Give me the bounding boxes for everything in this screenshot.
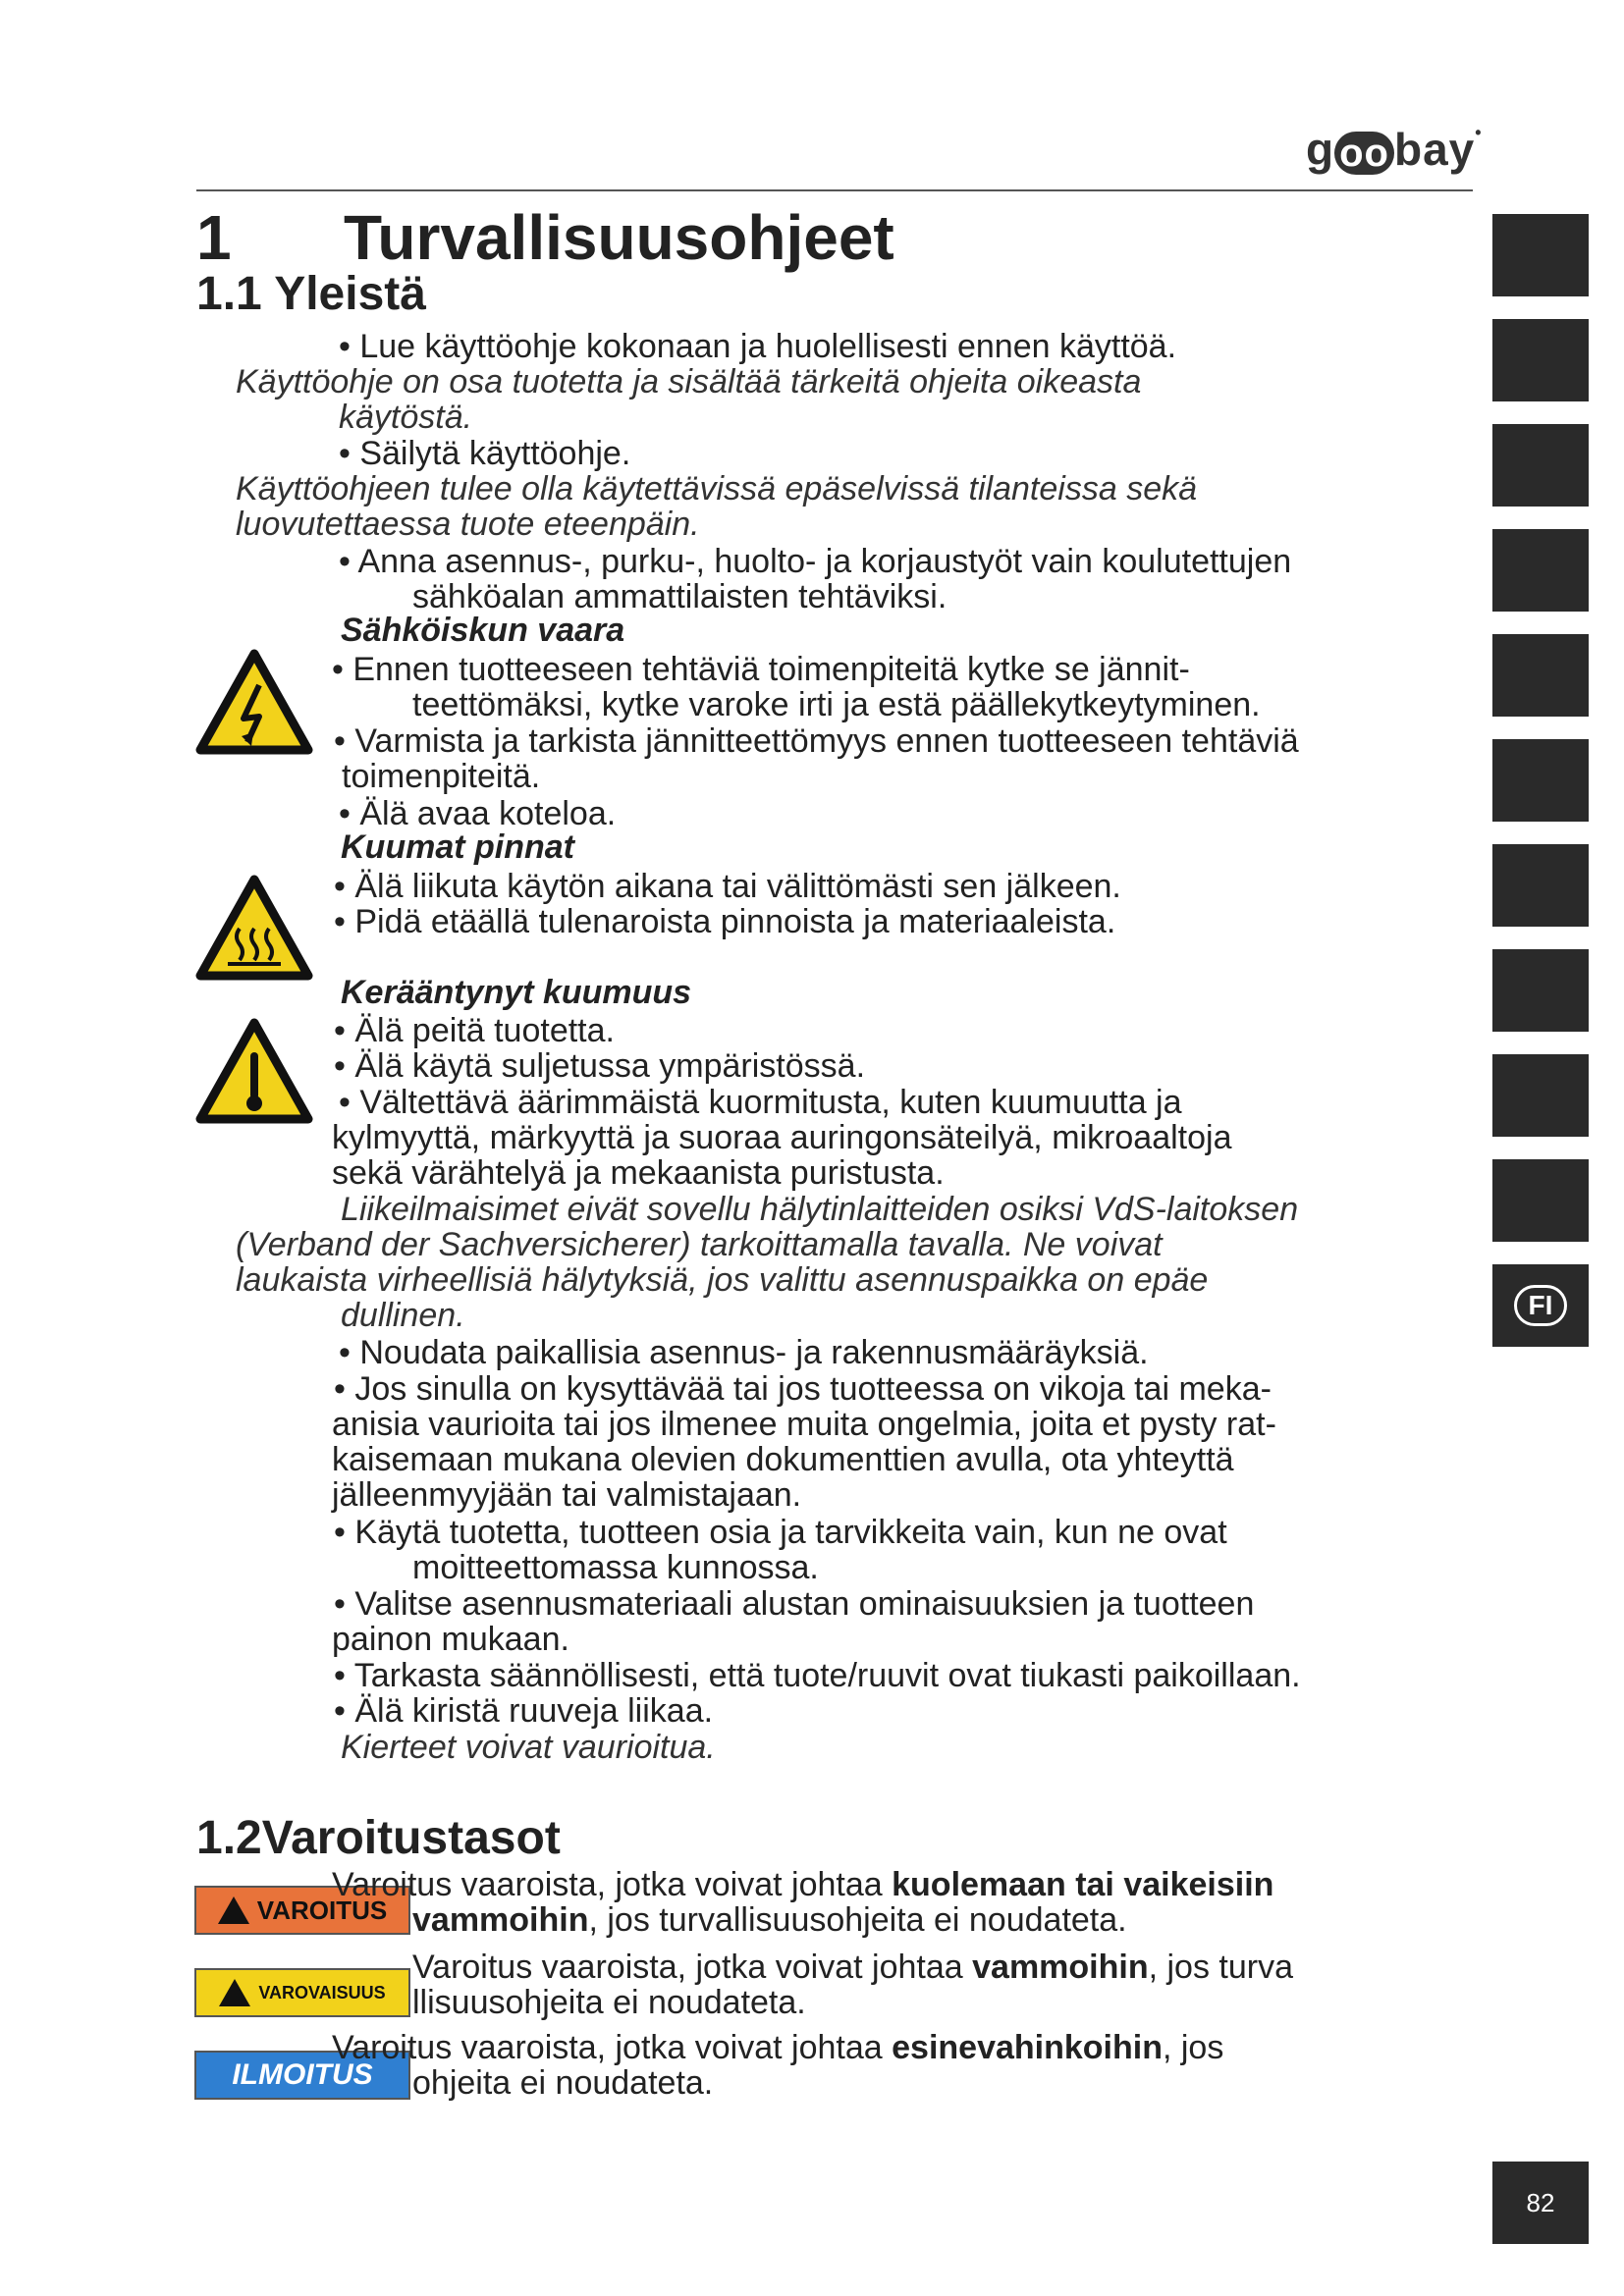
language-fi-label: FI: [1514, 1285, 1568, 1326]
text-line: Käyttöohjeen tulee olla käytettävissä epäselvissä tilanteissa sekä: [236, 470, 1198, 507]
text-line: • Älä peitä tuotetta.: [334, 1012, 615, 1049]
text-line: sähköalan ammattilaisten tehtäviksi.: [412, 578, 947, 615]
language-tab[interactable]: [1492, 739, 1589, 822]
header-rule: [196, 189, 1473, 191]
text-line: sekä värähtelyä ja mekaanista puristusta.: [332, 1154, 945, 1192]
heat-buildup-warning-icon: [194, 1017, 314, 1125]
text-line: laukaista virheellisiä hälytyksiä, jos valittu asennuspaikka on epäe: [236, 1261, 1209, 1299]
text-line: • Älä käytä suljetussa ympäristössä.: [334, 1047, 866, 1085]
badge-varovaisuus: [194, 1968, 410, 2017]
text-line: • Lue käyttöohje kokonaan ja huolellisesti ennen käyttöä.: [339, 328, 1177, 365]
text-span: , jos turva: [1148, 1949, 1293, 1986]
section-title-general: 1.1 Yleistä: [196, 268, 426, 320]
text-span: ohjeita ei noudateta.: [412, 2064, 714, 2102]
warning-level-line: [332, 1867, 1273, 1902]
text-line: anisia vaurioita tai jos ilmenee muita ongelmia, joita et pysty rat-: [332, 1406, 1276, 1443]
subheading-hot-surfaces: Kuumat pinnat: [341, 828, 574, 866]
language-tab[interactable]: [1492, 1159, 1589, 1242]
badge-label: ILMOITUS: [232, 2058, 373, 2091]
language-tab[interactable]: [1492, 214, 1589, 296]
text-line: Kierteet voivat vaurioitua.: [341, 1729, 716, 1766]
page-number: 82: [1492, 2162, 1589, 2244]
text-span: Varoitus vaaroista, jotka voivat johtaa: [332, 2029, 893, 2066]
text-span: Varoitus vaaroista, jotka voivat johtaa: [332, 1866, 893, 1903]
text-line: moitteettomassa kunnossa.: [412, 1549, 819, 1586]
warning-level-line: [412, 1949, 1293, 1985]
language-tab[interactable]: [1492, 634, 1589, 717]
text-line: luovutettaessa tuote eteenpäin.: [236, 506, 700, 543]
text-line: • Säilytä käyttöohje.: [339, 435, 631, 472]
text-line: teettömäksi, kytke varoke irti ja estä päällekytkeytyminen.: [412, 686, 1261, 723]
electric-shock-warning-icon: [194, 648, 314, 756]
text-line: Käyttöohje on osa tuotetta ja sisältää tärkeitä ohjeita oikeasta: [236, 363, 1142, 400]
text-line: • Käytä tuotetta, tuotteen osia ja tarvikkeita vain, kun ne ovat: [334, 1514, 1227, 1551]
text-line: • Valitse asennusmateriaali alustan ominaisuuksien ja tuotteen: [334, 1585, 1255, 1623]
brand-part: •: [1475, 123, 1483, 142]
text-line: • Noudata paikallisia asennus- ja rakennusmääräyksiä.: [339, 1334, 1149, 1371]
text-line: • Älä liikuta käytön aikana tai välittömästi sen jälkeen.: [334, 868, 1121, 905]
warning-level-line: [332, 2030, 1223, 2065]
text-line: • Älä avaa koteloa.: [339, 795, 617, 832]
chapter-title: Turvallisuusohjeet: [344, 202, 894, 273]
text-line: • Pidä etäällä tulenaroista pinnoista ja materiaaleista.: [334, 903, 1116, 940]
text-span-bold: vammoihin: [972, 1949, 1149, 1986]
brand-part: oo: [1334, 132, 1394, 175]
brand-part: bay: [1393, 124, 1476, 175]
language-tab[interactable]: [1492, 1054, 1589, 1137]
chapter-number: 1: [196, 202, 232, 273]
text-span-bold: esinevahinkoihin: [892, 2029, 1163, 2066]
language-tab[interactable]: [1492, 319, 1589, 401]
warning-triangle-icon: [218, 1896, 249, 1924]
language-tab[interactable]: [1492, 424, 1589, 507]
language-tab[interactable]: [1492, 949, 1589, 1032]
warning-level-line: [412, 1985, 806, 2020]
badge-label: VAROITUS: [256, 1895, 388, 1925]
warning-level-line: [412, 1902, 1127, 1938]
text-line: kylmyyttä, märkyyttä ja suoraa auringonsäteilyä, mikroaaltoja: [332, 1119, 1232, 1156]
subheading-heat-buildup: Kerääntynyt kuumuus: [341, 974, 692, 1011]
badge-label: VAROVAISUUS: [258, 1982, 386, 2002]
text-line: • Varmista ja tarkista jännitteettömyys ennen tuotteeseen tehtäviä: [334, 722, 1299, 760]
subheading-electric-shock: Sähköiskun vaara: [341, 612, 625, 649]
text-line: • Älä kiristä ruuveja liikaa.: [334, 1692, 714, 1730]
brand-part: g: [1306, 124, 1335, 175]
language-tab-fi[interactable]: [1492, 1264, 1589, 1347]
text-span: , jos: [1162, 2029, 1224, 2066]
text-line: • Vältettävä äärimmäistä kuormitusta, kuten kuumuutta ja: [339, 1084, 1182, 1121]
warning-level-line: [412, 2065, 713, 2101]
text-line: Liikeilmaisimet eivät sovellu hälytinlaitteiden osiksi VdS-laitoksen: [341, 1191, 1299, 1228]
text-span: Varoitus vaaroista, jotka voivat johtaa: [412, 1949, 973, 1986]
text-line: kaisemaan mukana olevien dokumenttien avulla, ota yhteyttä: [332, 1441, 1234, 1478]
text-span: llisuusohjeita ei noudateta.: [412, 1984, 806, 2021]
text-span-bold: kuolemaan tai vaikeisiin: [892, 1866, 1274, 1903]
text-line: (Verband der Sachversicherer) tarkoittamalla tavalla. Ne voivat: [236, 1226, 1163, 1263]
text-span: , jos turvallisuusohjeita ei noudateta.: [588, 1901, 1127, 1939]
language-tab[interactable]: [1492, 529, 1589, 612]
text-line: jälleenmyyjään tai valmistajaan.: [332, 1476, 802, 1514]
hot-surface-warning-icon: [194, 874, 314, 982]
text-line: • Anna asennus-, purku-, huolto- ja korjaustyöt vain koulutettujen: [339, 543, 1292, 580]
text-line: painon mukaan.: [332, 1621, 569, 1658]
warning-triangle-icon: [219, 1979, 250, 2006]
text-line: • Jos sinulla on kysyttävää tai jos tuotteessa on vikoja tai meka-: [334, 1370, 1272, 1408]
text-line: dullinen.: [341, 1297, 465, 1334]
text-line: • Tarkasta säännöllisesti, että tuote/ruuvit ovat tiukasti paikoillaan.: [334, 1657, 1301, 1694]
text-span-bold: vammoihin: [412, 1901, 589, 1939]
text-line: • Ennen tuotteeseen tehtäviä toimenpiteitä kytke se jännit-: [332, 651, 1190, 688]
text-line: toimenpiteitä.: [342, 758, 541, 795]
text-line: käytöstä.: [339, 399, 473, 436]
language-tab[interactable]: [1492, 844, 1589, 927]
section-title-warning-levels: 1.2Varoitustasot: [196, 1812, 561, 1864]
brand-logo: [1306, 123, 1483, 176]
